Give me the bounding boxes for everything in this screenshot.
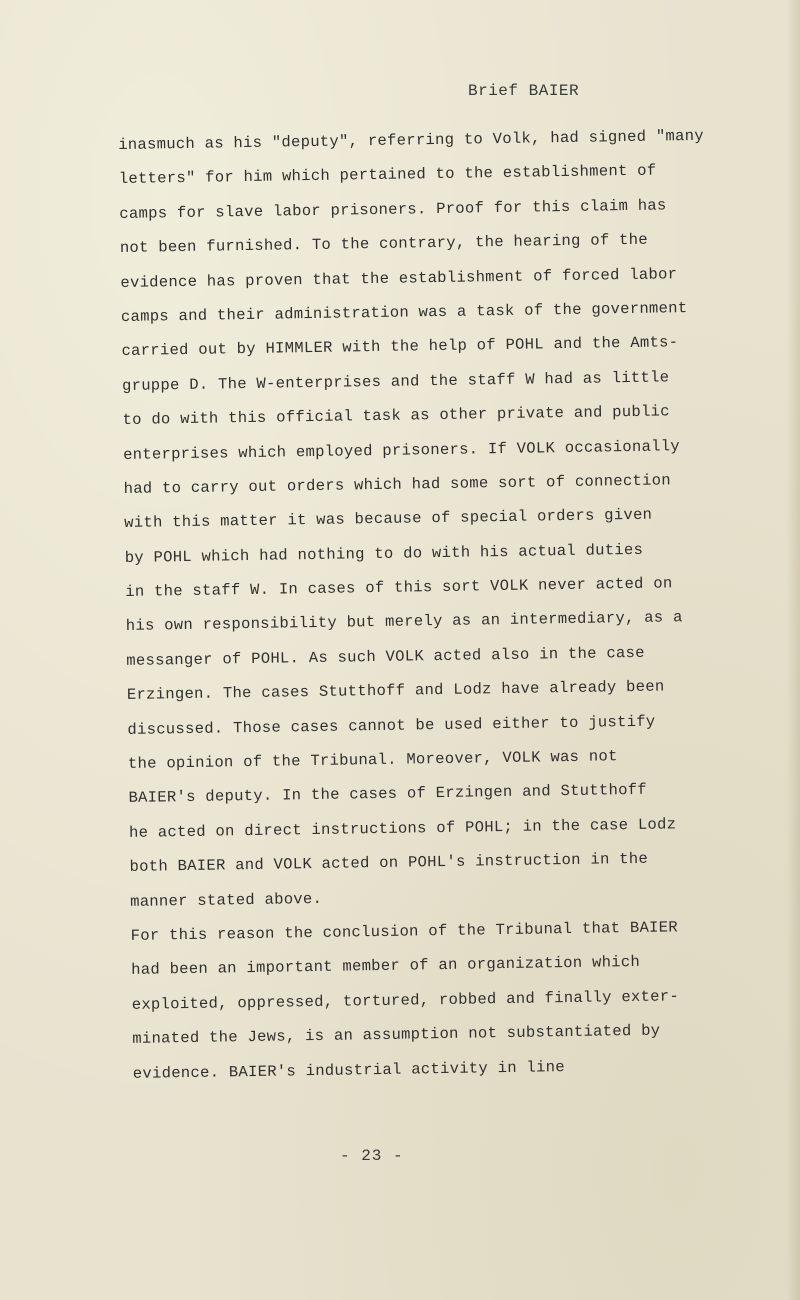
- text-line: For this reason the conclusion of the Tribunal that BAIER: [130, 918, 679, 945]
- text-line: camps for slave labor prisoners. Proof for this claim has: [119, 196, 667, 223]
- text-line: gruppe D. The W-enterprises and the staff W had as little: [121, 368, 670, 395]
- text-line: the opinion of the Tribunal. Moreover, VOLK was not: [127, 747, 618, 773]
- page-number: - 23 -: [340, 1147, 404, 1165]
- text-line: minated the Jews, is an assumption not substantiated by: [132, 1021, 661, 1049]
- text-line: not been furnished. To the contrary, the hearing of the: [119, 230, 649, 258]
- text-line: had been an important member of an organization which: [131, 953, 641, 980]
- text-line: with this matter it was because of special orders given: [124, 505, 653, 533]
- text-line: manner stated above.: [130, 889, 323, 911]
- text-line: his own responsibility but merely as an intermediary, as a: [125, 608, 683, 636]
- text-line: letters" for him which pertained to the establishment of: [118, 161, 657, 189]
- text-line: evidence has proven that the establishment of forced labor: [120, 264, 678, 292]
- text-line: he acted on direct instructions of POHL; in the case Lodz: [128, 815, 677, 842]
- text-line: inasmuch as his "deputy", referring to Volk, had signed "many: [118, 126, 705, 154]
- text-line: carried out by HIMMLER with the help of POHL and the Amts-: [121, 333, 679, 361]
- text-line: discussed. Those cases cannot be used either to justify: [127, 712, 656, 739]
- text-line: Erzingen. The cases Stutthoff and Lodz have already been: [126, 677, 665, 705]
- page-edge-shadow: [786, 0, 800, 1300]
- body-text: [118, 118, 753, 1091]
- text-line: BAIER's deputy. In the cases of Erzingen and Stutthoff: [128, 781, 648, 808]
- text-line: in the staff W. In cases of this sort VOLK never acted on: [125, 574, 673, 602]
- text-line: had to carry out orders which had some sort of connection: [123, 471, 672, 498]
- text-line: messanger of POHL. As such VOLK acted also in the case: [126, 643, 645, 670]
- text-line: evidence. BAIER's industrial activity in line: [132, 1057, 566, 1083]
- text-line: exploited, oppressed, tortured, robbed and finally exter-: [131, 987, 680, 1014]
- text-line: enterprises which employed prisoners. If VOLK occasionally: [122, 436, 681, 464]
- text-line: camps and their administration was a task of the government: [120, 299, 688, 326]
- page-header: Brief BAIER: [468, 82, 580, 100]
- text-line: to do with this official task as other private and public: [122, 402, 670, 430]
- text-line: by POHL which had nothing to do with his actual duties: [124, 540, 644, 567]
- text-line: both BAIER and VOLK acted on POHL's instruction in the: [129, 849, 649, 877]
